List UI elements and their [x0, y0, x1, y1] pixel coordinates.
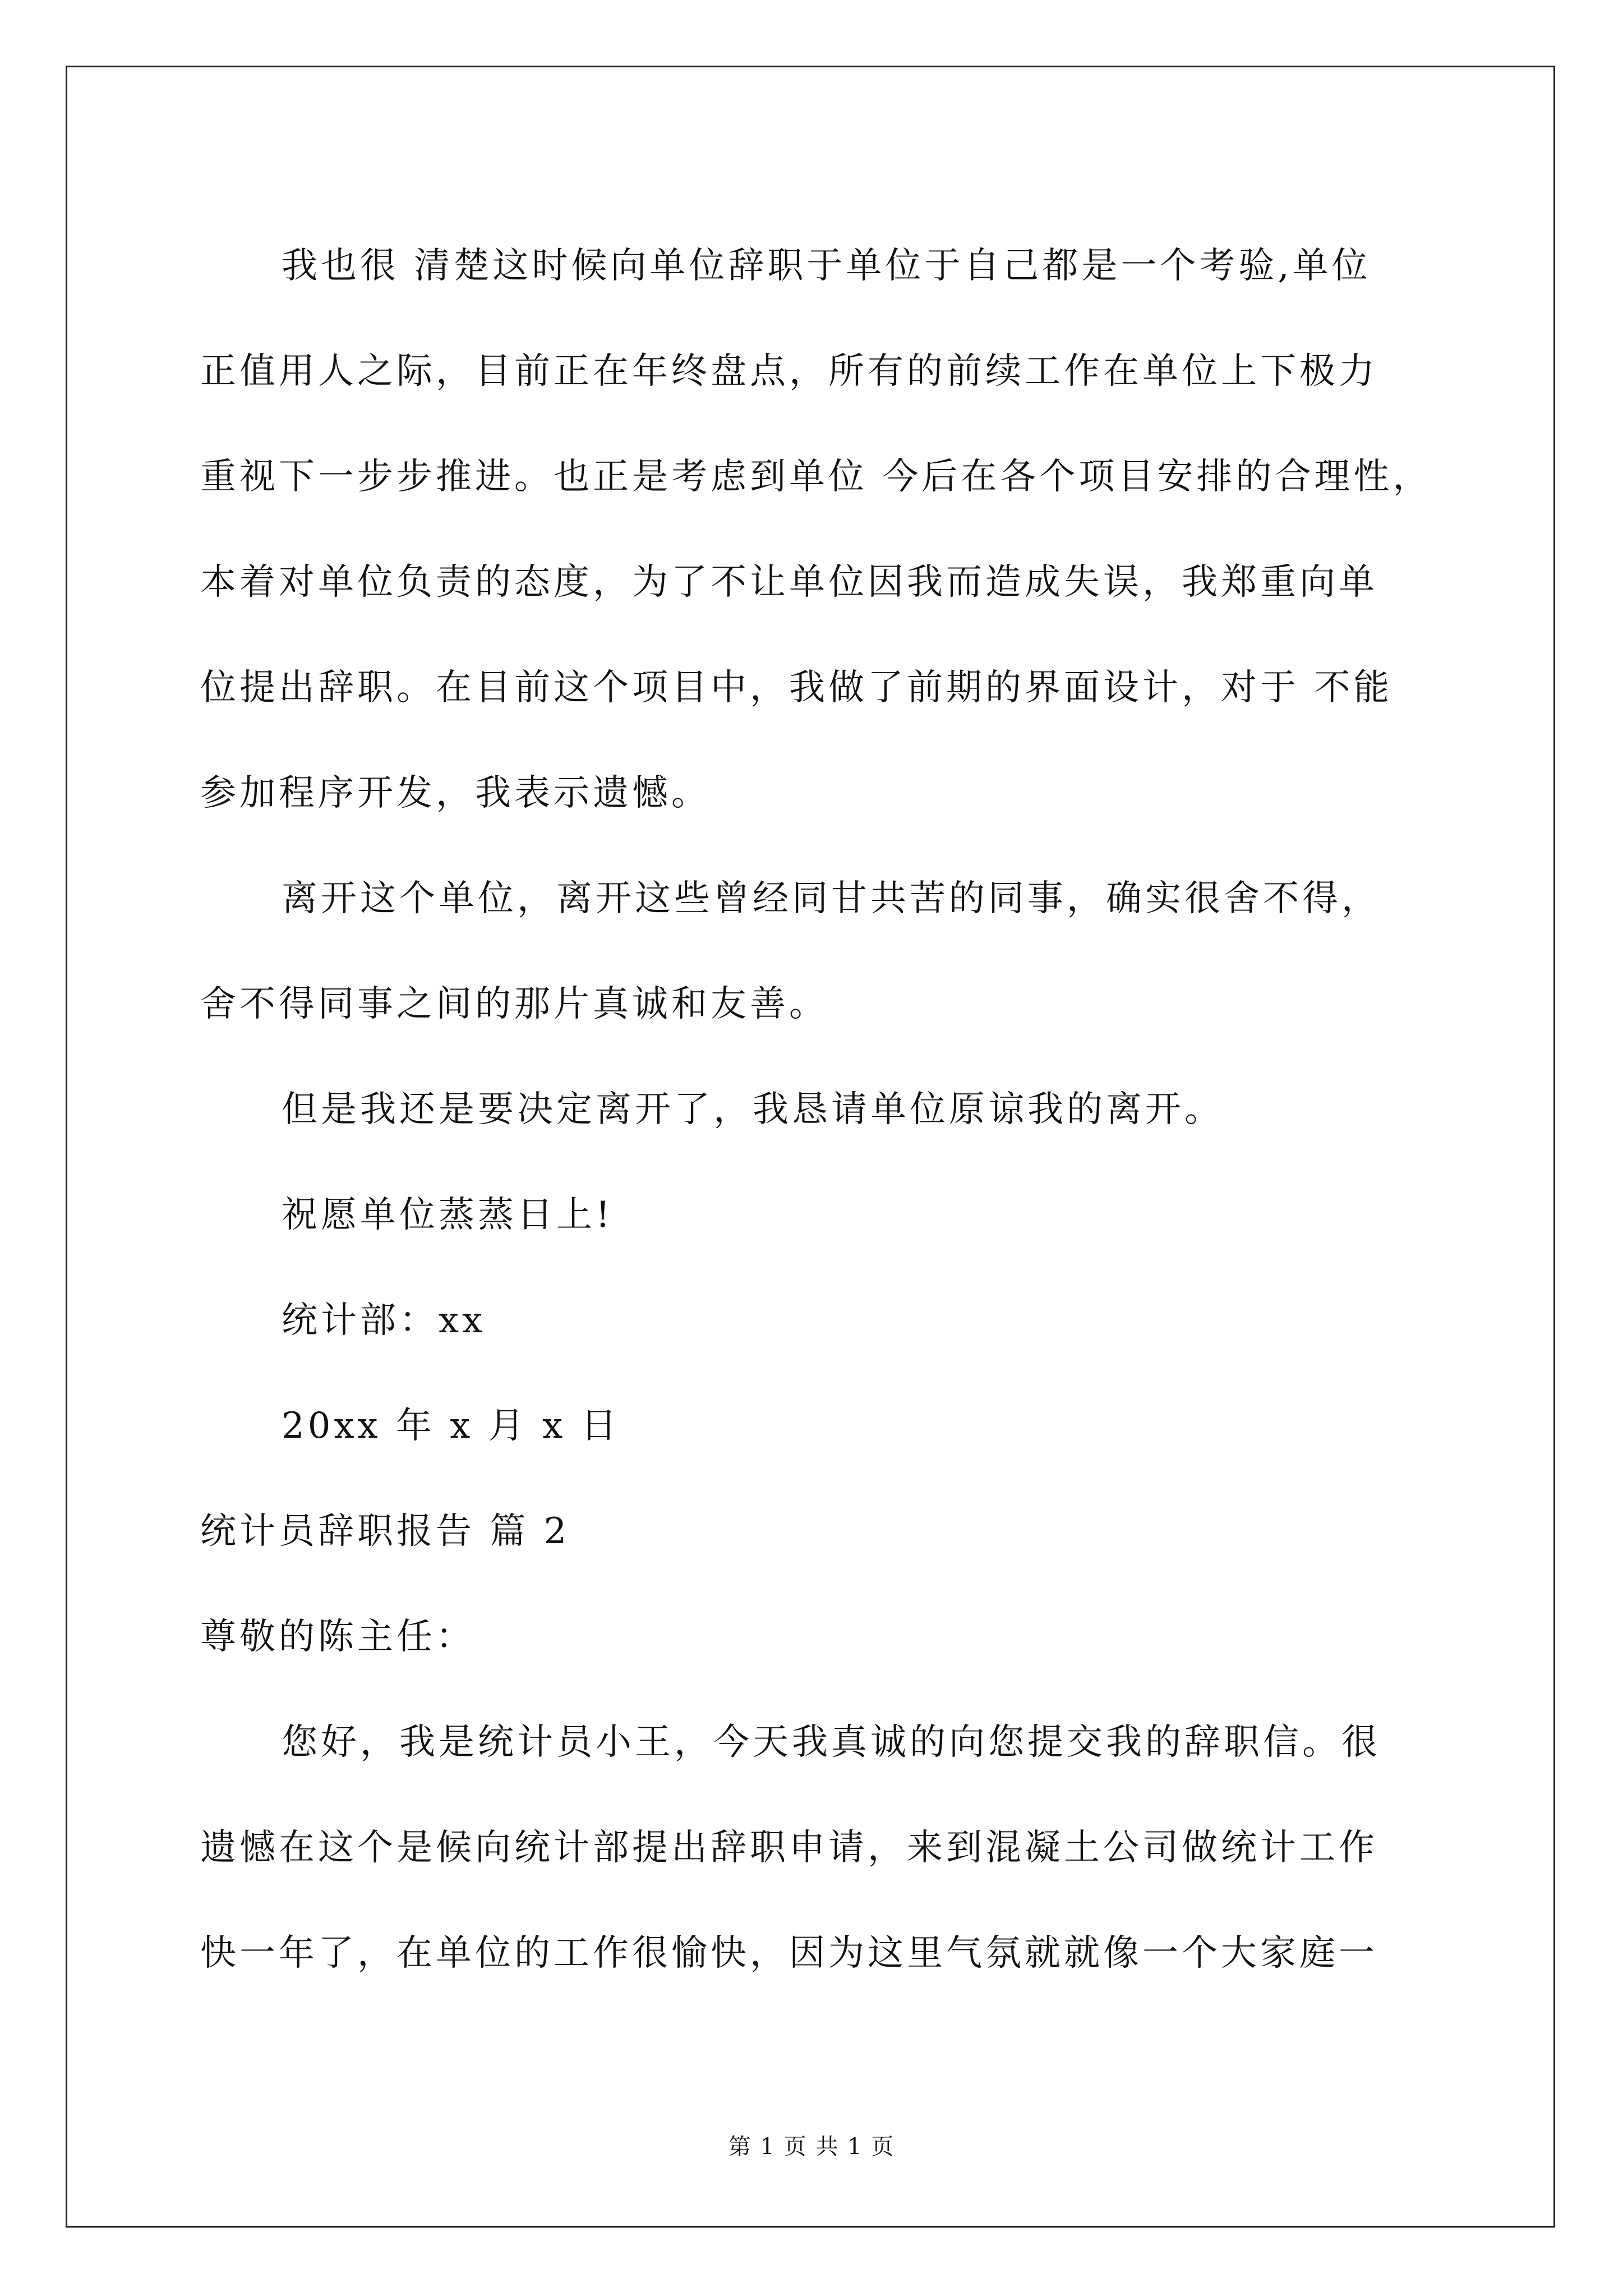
- paragraph-line: 本着对单位负责的态度，为了不让单位因我而造成失误，我郑重向单: [200, 562, 1378, 603]
- section-heading: 统计员辞职报告 篇 2: [200, 1511, 570, 1552]
- closing-wish: 祝愿单位蒸蒸日上!: [282, 1194, 614, 1236]
- signature-date: 20xx 年 x 月 x 日: [282, 1405, 620, 1447]
- signature-department: 统计部：xx: [282, 1300, 486, 1341]
- paragraph-line: 我也很 清楚这时候向单位辞职于单位于自己都是一个考验,单位: [282, 245, 1371, 287]
- paragraph-line: 离开这个单位，离开这些曾经同甘共苦的同事，确实很舍不得，: [282, 878, 1381, 919]
- paragraph-line: 遗憾在这个是候向统计部提出辞职申请，来到混凝土公司做统计工作: [200, 1827, 1378, 1869]
- paragraph-line: 重视下一步步推进。也正是考虑到单位 今后在各个项目安排的合理性，: [200, 456, 1432, 498]
- salutation: 尊敬的陈主任：: [200, 1616, 475, 1658]
- paragraph-line: 您好，我是统计员小王，今天我真诚的向您提交我的辞职信。很: [282, 1722, 1381, 1763]
- paragraph-line: 舍不得同事之间的那片真诚和友善。: [200, 983, 828, 1025]
- paragraph-line: 但是我还是要决定离开了，我恳请单位原谅我的离开。: [282, 1089, 1224, 1130]
- paragraph-line: 参加程序开发，我表示遗憾。: [200, 772, 711, 814]
- paragraph-line: 位提出辞职。在目前这个项目中，我做了前期的界面设计，对于 不能: [200, 667, 1393, 708]
- document-body: [200, 213, 1434, 2006]
- paragraph-line: 快一年了，在单位的工作很愉快，因为这里气氛就就像一个大家庭一: [200, 1932, 1378, 1974]
- page-footer: 第 1 页 共 1 页: [728, 2134, 895, 2160]
- paragraph-line: 正值用人之际，目前正在年终盘点，所有的前续工作在单位上下极力: [200, 351, 1378, 392]
